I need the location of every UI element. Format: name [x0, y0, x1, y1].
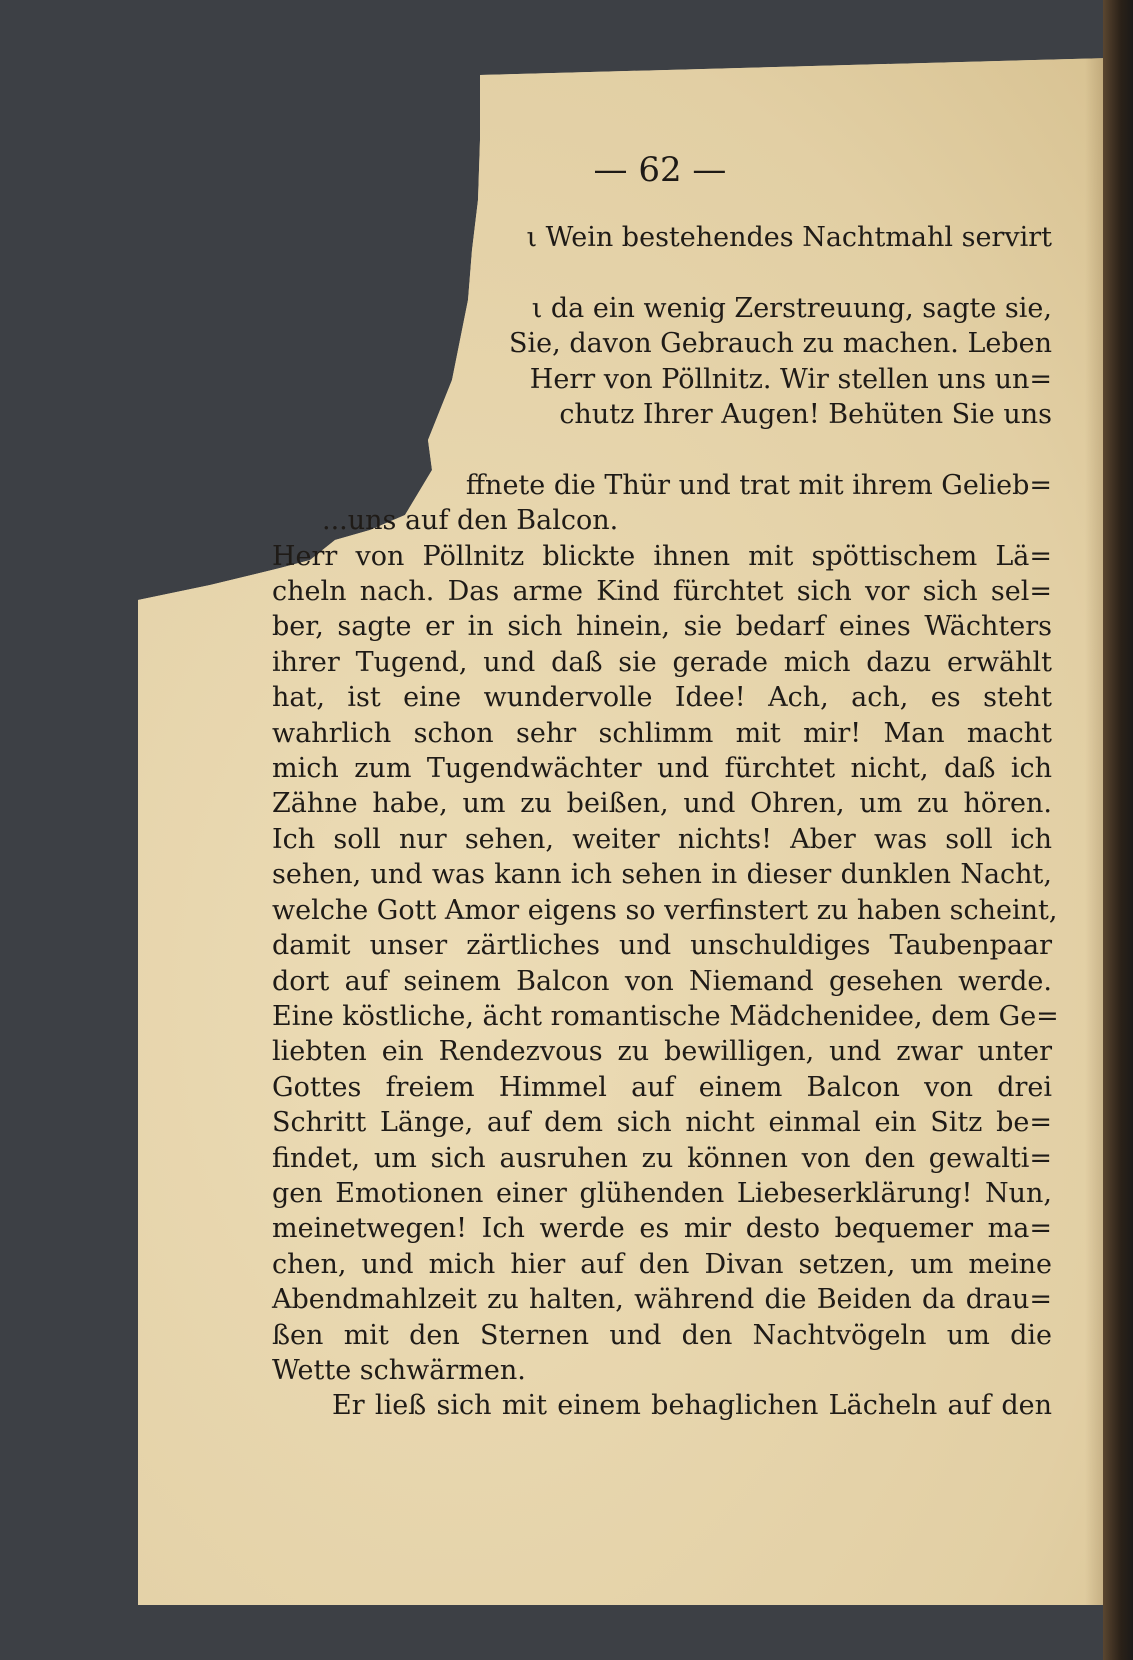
- text-line: wahrlich schon sehr schlimm mit mir! Man macht: [272, 717, 1052, 749]
- text-line: Sie, davon Gebrauch zu machen. Leben: [509, 328, 1052, 360]
- text-line: ihrer Tugend, und daß sie gerade mich dazu erwählt: [272, 646, 1052, 678]
- text-line: Abendmahlzeit zu halten, während die Beiden da drau=: [272, 1284, 1052, 1316]
- text-line: Zähne habe, um zu beißen, und Ohren, um zu hören.: [272, 788, 1052, 820]
- text-line: Ich soll nur sehen, weiter nichts! Aber was soll ich: [272, 823, 1052, 855]
- body-text: [272, 220, 1059, 1424]
- text-line: [272, 255, 1052, 290]
- text-line: ι Wein bestehendes Nachtmahl servirt: [526, 222, 1052, 253]
- text-line: Eine köstliche, ächt romantische Mädchenidee, dem Ge=: [272, 1000, 1059, 1032]
- text-line: Herr von Pöllnitz. Wir stellen uns un=: [529, 363, 1052, 395]
- text-line: ι da ein wenig Zerstreuung, sagte sie,: [531, 292, 1052, 324]
- text-line: ...uns auf den Balcon.: [322, 505, 619, 537]
- text-line: damit unser zärtliches und unschuldiges Taubenpaar: [272, 930, 1052, 962]
- text-line: ber, sagte er in sich hinein, sie bedarf eines Wächters: [272, 611, 1052, 643]
- text-line: ffnete die Thür und trat mit ihrem Gelieb=: [465, 469, 1052, 501]
- text-line: cheln nach. Das arme Kind fürchtet sich vor sich sel=: [272, 576, 1052, 608]
- text-line: Er ließ sich mit einem behaglichen Lächeln auf den: [332, 1390, 1052, 1422]
- text-line: Gottes freiem Himmel auf einem Balcon von drei: [272, 1071, 1052, 1103]
- text-line: chen, und mich hier auf den Divan setzen, um meine: [272, 1248, 1052, 1280]
- text-line: chutz Ihrer Augen! Behüten Sie uns: [559, 399, 1052, 431]
- book-binding: [1103, 0, 1133, 1660]
- text-line: [272, 432, 1052, 467]
- text-line: ßen mit den Sternen und den Nachtvögeln um die: [272, 1319, 1052, 1351]
- text-line: sehen, und was kann ich sehen in dieser dunklen Nacht,: [272, 859, 1052, 891]
- text-line: gen Emotionen einer glühenden Liebeserklärung! Nun,: [272, 1177, 1052, 1209]
- text-line: welche Gott Amor eigens so verfinstert zu haben scheint,: [272, 894, 1058, 926]
- text-line: Schritt Länge, auf dem sich nicht einmal ein Sitz be=: [272, 1107, 1052, 1139]
- text-line: dort auf seinem Balcon von Niemand gesehen werde.: [272, 965, 1052, 997]
- text-line: hat, ist eine wundervolle Idee! Ach, ach, es steht: [272, 682, 1052, 714]
- page-number-header: — 62 —: [593, 150, 727, 190]
- text-line: Herr von Pöllnitz blickte ihnen mit spöttischem Lä=: [272, 540, 1052, 572]
- text-line: mich zum Tugendwächter und fürchtet nicht, daß ich: [272, 753, 1052, 785]
- text-line: liebten ein Rendezvous zu bewilligen, und zwar unter: [272, 1036, 1052, 1068]
- text-line: Wette schwärmen.: [272, 1354, 526, 1386]
- text-line: meinetwegen! Ich werde es mir desto bequemer ma=: [272, 1213, 1052, 1245]
- text-line: findet, um sich ausruhen zu können von den gewalti=: [272, 1142, 1052, 1174]
